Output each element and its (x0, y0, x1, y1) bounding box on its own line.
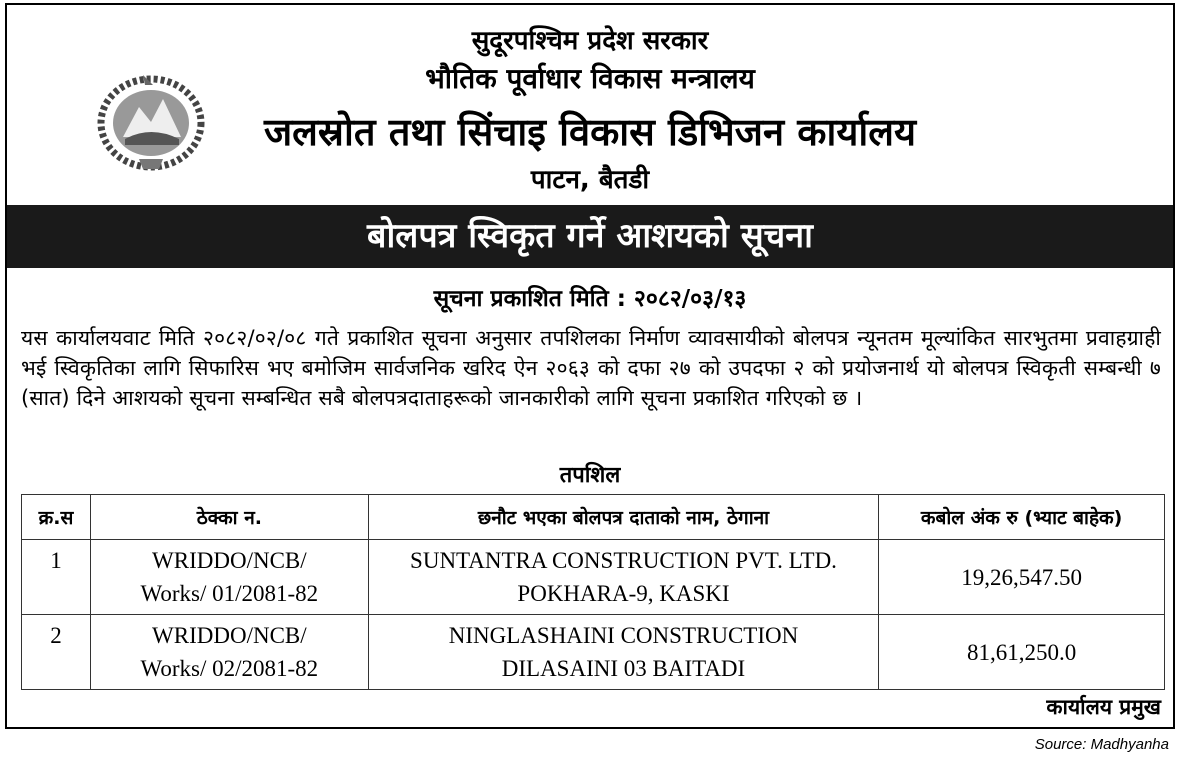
row-amount: 81,61,250.0 (879, 615, 1165, 690)
table-title: तपशिल (559, 463, 621, 488)
contract-line-1: WRIDDO/NCB/ (152, 623, 307, 648)
province-government-title: सुदूरपश्चिम प्रदेश सरकार (471, 26, 709, 56)
row-bidder (368, 540, 878, 615)
ministry-title: भौतिक पूर्वाधार विकास मन्त्रालय (425, 62, 755, 95)
row-contract (90, 615, 368, 690)
bidder-name: NINGLASHAINI CONSTRUCTION (448, 623, 799, 648)
col-header-amount: कबोल अंक रु (भ्याट बाहेक) (879, 495, 1165, 540)
contract-line-2: Works/ 02/2081-82 (140, 656, 319, 681)
table-header-row (22, 495, 1165, 540)
source-credit: Source: Madhyanha (1034, 736, 1169, 753)
bidder-address: POKHARA-9, KASKI (517, 581, 730, 606)
contract-line-1: WRIDDO/NCB/ (152, 548, 307, 573)
row-bidder (368, 615, 878, 690)
publish-date: सूचना प्रकाशित मिति : २०८२/०३/१३ (433, 286, 747, 312)
signature-office-head: कार्यालय प्रमुख (1046, 695, 1161, 719)
col-header-bidder: छनौट भएका बोलपत्र दाताको नाम, ठेगाना (368, 495, 878, 540)
notice-header (7, 5, 1173, 205)
row-contract (90, 540, 368, 615)
row-amount: 19,26,547.50 (879, 540, 1165, 615)
office-location: पाटन, बैतडी (530, 165, 650, 195)
table-row (22, 615, 1165, 690)
row-sn: 1 (22, 540, 91, 615)
award-table (21, 494, 1165, 690)
notice-frame (5, 3, 1175, 729)
notice-banner: बोलपत्र स्विकृत गर्ने आशयको सूचना (7, 205, 1173, 268)
bidder-name: SUNTANTRA CONSTRUCTION PVT. LTD. (410, 548, 837, 573)
row-sn: 2 (22, 615, 91, 690)
col-header-contract: ठेक्का न. (90, 495, 368, 540)
table-row (22, 540, 1165, 615)
col-header-sn: क्र.स (22, 495, 91, 540)
notice-body: यस कार्यालयवाट मिति २०८२/०२/०८ गते प्रकाशित सूचना अनुसार तपशिलका निर्माण व्यावसायीको बोलपत्र न्यूनतम मूल्यांकित सारभुतमा प्रवाहग्राही भई स्विकृतिका लागि सिफारिस भए बमोजिम सार्वजनिक खरिद ऐन २०६३ को दफा २७ को उपदफा २ को प्रयोजनार्थ यो बोलपत्र स्विकृती सम्बन्धी ७ (सात) दिने आशयको सूचना सम्बन्धित सबै बोलपत्रदाताहरूको जानकारीको लागि सूचना प्रकाशित गरिएको छ । (21, 326, 1161, 410)
contract-line-2: Works/ 01/2081-82 (140, 581, 319, 606)
bidder-address: DILASAINI 03 BAITADI (501, 656, 746, 681)
office-title: जलस्रोत तथा सिंचाइ विकास डिभिजन कार्यालय (263, 110, 917, 154)
